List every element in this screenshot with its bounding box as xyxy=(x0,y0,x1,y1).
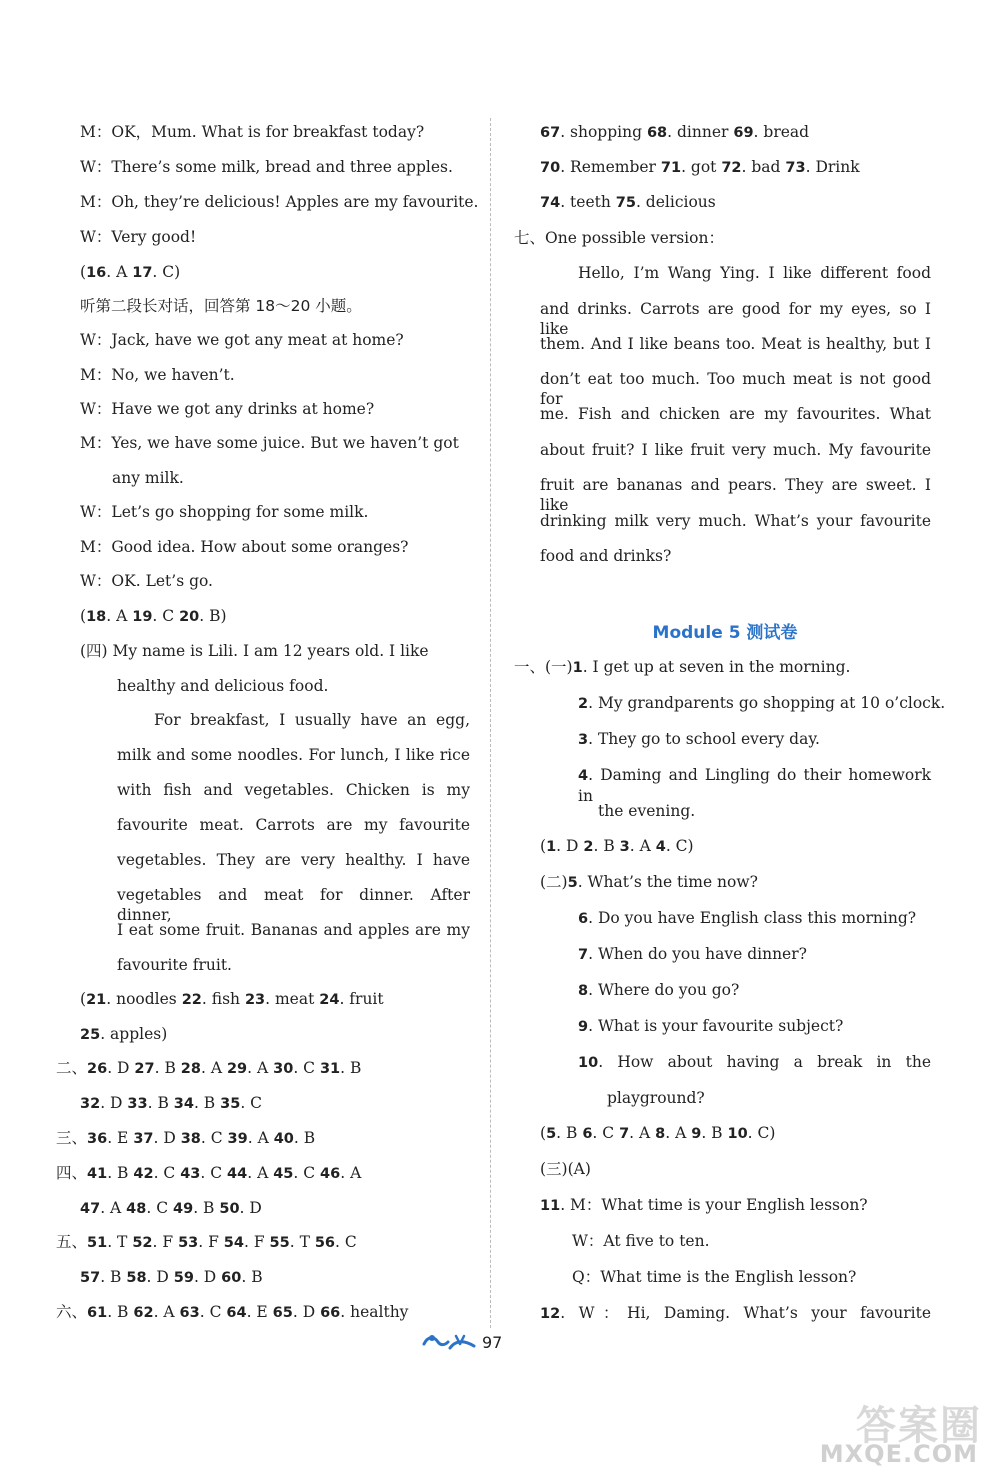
question-number: 23 xyxy=(244,992,266,1008)
question-number: 2 xyxy=(583,839,594,855)
question-number: 44 xyxy=(227,1166,248,1182)
answer-line: (5. B 6. C 7. A 8. A 9. B 10. C) xyxy=(540,1124,776,1142)
text-line: vegetables. They are very healthy. I have xyxy=(117,851,470,869)
question-number: 43 xyxy=(180,1166,201,1182)
question-number: 22 xyxy=(181,992,202,1008)
text-line: fruit are bananas and pears. They are sweet. I like xyxy=(540,476,931,514)
text-line: 10. How about having a break in the xyxy=(578,1053,931,1071)
text-line: 8. Where do you go? xyxy=(578,981,740,999)
text-line: W：Jack, have we got any meat at home? xyxy=(80,331,404,349)
text-line: 3. They go to school every day. xyxy=(578,730,820,748)
question-number: 8 xyxy=(655,1126,666,1142)
question-number: 34 xyxy=(173,1096,194,1112)
question-number: 58 xyxy=(126,1270,147,1286)
question-number: 21 xyxy=(86,992,107,1008)
question-number: 32 xyxy=(80,1096,101,1112)
answer-line: 57. B 58. D 59. D 60. B xyxy=(80,1268,263,1286)
question-number: 7 xyxy=(578,947,589,963)
answer-line: (1. D 2. B 3. A 4. C) xyxy=(540,837,694,855)
question-number: 35 xyxy=(220,1096,241,1112)
question-number: 46 xyxy=(320,1166,341,1182)
question-number: 73 xyxy=(785,160,806,176)
text-line: For breakfast, I usually have an egg, xyxy=(154,711,470,729)
text-line: drinking milk very much. What’s your favourite xyxy=(540,512,931,530)
question-number: 47 xyxy=(80,1201,101,1217)
text-line: W：There’s some milk, bread and three apples. xyxy=(80,158,453,176)
text-line: (三)(A) xyxy=(540,1160,591,1178)
answer-line: 四、41. B 42. C 43. C 44. A 45. C 46. A xyxy=(56,1164,362,1182)
text-line: M：Yes, we have some juice. But we haven’t got xyxy=(80,434,459,452)
question-number: 37 xyxy=(133,1131,154,1147)
answer-line: 二、26. D 27. B 28. A 29. A 30. C 31. B xyxy=(56,1059,362,1077)
page-logo-icon xyxy=(420,1330,478,1354)
answer-line: 67. shopping 68. dinner 69. bread xyxy=(540,123,810,141)
question-number: 24 xyxy=(319,992,340,1008)
question-number: 9 xyxy=(578,1019,589,1035)
question-number: 45 xyxy=(273,1166,294,1182)
question-number: 30 xyxy=(273,1061,294,1077)
question-number: 51 xyxy=(87,1235,108,1251)
question-number: 2 xyxy=(578,696,589,712)
text-line: (二)5. What’s the time now? xyxy=(540,873,758,891)
text-line: W：Let’s go shopping for some milk. xyxy=(80,503,369,521)
watermark-sub: MXQE.COM xyxy=(819,1440,978,1468)
question-number: 54 xyxy=(223,1235,244,1251)
question-number: 67 xyxy=(540,125,561,141)
question-number: 31 xyxy=(319,1061,341,1077)
text-line: and drinks. Carrots are good for my eyes, so I like xyxy=(540,300,931,338)
answer-line: (16. A 17. C) xyxy=(80,263,181,281)
text-line: 七、One possible version： xyxy=(514,229,724,247)
question-number: 17 xyxy=(132,265,153,281)
text-line: the evening. xyxy=(598,802,696,820)
question-number: 69 xyxy=(733,125,754,141)
question-number: 57 xyxy=(80,1270,101,1286)
text-line: favourite fruit. xyxy=(117,956,232,974)
text-line: them. And I like beans too. Meat is healthy, but I xyxy=(540,335,931,353)
answer-line: 六、61. B 62. A 63. C 64. E 65. D 66. healthy xyxy=(56,1303,409,1321)
question-number: 18 xyxy=(86,609,107,625)
question-number: 19 xyxy=(132,609,153,625)
question-number: 11 xyxy=(540,1198,561,1214)
text-line: 6. Do you have English class this morning? xyxy=(578,909,917,927)
text-line: vegetables and meat for dinner. After dinner, xyxy=(117,886,470,924)
text-line: food and drinks? xyxy=(540,547,672,565)
question-number: 75 xyxy=(615,195,636,211)
question-number: 7 xyxy=(619,1126,630,1142)
question-number: 52 xyxy=(132,1235,153,1251)
text-line: don’t eat too much. Too much meat is not good for xyxy=(540,370,931,408)
text-line: Hello, I’m Wang Ying. I like different food xyxy=(578,264,931,282)
text-line: 12. W：Hi, Daming. What’s your favourite xyxy=(540,1304,931,1322)
text-line: me. Fish and chicken are my favourites. What xyxy=(540,405,931,423)
text-line: 一、(一)1. I get up at seven in the morning. xyxy=(514,658,851,676)
section-title: Module 5 测试卷 xyxy=(652,623,798,643)
text-line: any milk. xyxy=(112,469,184,487)
question-number: 16 xyxy=(86,265,107,281)
question-number: 40 xyxy=(273,1131,294,1147)
question-number: 26 xyxy=(87,1061,108,1077)
question-number: 56 xyxy=(314,1235,336,1251)
page-number: 97 xyxy=(482,1333,503,1352)
question-number: 1 xyxy=(572,660,583,676)
text-line: with fish and vegetables. Chicken is my xyxy=(117,781,470,799)
answer-line: 三、36. E 37. D 38. C 39. A 40. B xyxy=(56,1129,316,1147)
question-number: 3 xyxy=(619,839,630,855)
text-line: favourite meat. Carrots are my favourite xyxy=(117,816,470,834)
question-number: 6 xyxy=(578,911,589,927)
question-number: 39 xyxy=(227,1131,248,1147)
text-line: (四) My name is Lili. I am 12 years old. I like xyxy=(80,642,429,660)
question-number: 68 xyxy=(646,125,668,141)
question-number: 4 xyxy=(655,839,666,855)
answer-line: 25. apples) xyxy=(80,1025,168,1043)
answer-line: (18. A 19. C 20. B) xyxy=(80,607,227,625)
question-number: 55 xyxy=(269,1235,290,1251)
question-number: 33 xyxy=(127,1096,148,1112)
question-number: 62 xyxy=(133,1305,154,1321)
question-number: 72 xyxy=(721,160,742,176)
instruction-line: 听第二段长对话，回答第 18～20 小题。 xyxy=(80,297,362,315)
text-line: milk and some noodles. For lunch, I like rice xyxy=(117,746,470,764)
text-line: playground? xyxy=(607,1089,705,1107)
answer-line: 五、51. T 52. F 53. F 54. F 55. T 56. C xyxy=(56,1233,357,1251)
text-line: 4. Daming and Lingling do their homework in xyxy=(578,766,931,805)
answer-line: 32. D 33. B 34. B 35. C xyxy=(80,1094,263,1112)
text-line: W：At five to ten. xyxy=(572,1232,710,1250)
text-line: healthy and delicious food. xyxy=(117,677,329,695)
text-line: W：Very good! xyxy=(80,228,197,246)
question-number: 5 xyxy=(567,875,578,891)
text-line: Q：What time is the English lesson? xyxy=(572,1268,857,1286)
question-number: 60 xyxy=(221,1270,242,1286)
question-number: 8 xyxy=(578,983,589,999)
question-number: 20 xyxy=(179,609,200,625)
question-number: 66 xyxy=(320,1305,341,1321)
question-number: 25 xyxy=(80,1027,101,1043)
answer-line: 70. Remember 71. got 72. bad 73. Drink xyxy=(540,158,860,176)
question-number: 50 xyxy=(219,1201,240,1217)
question-number: 1 xyxy=(546,839,557,855)
question-number: 10 xyxy=(727,1126,748,1142)
answer-line: 74. teeth 75. delicious xyxy=(540,193,716,211)
question-number: 61 xyxy=(87,1305,108,1321)
question-number: 3 xyxy=(578,732,589,748)
text-line: M：Oh, they’re delicious! Apples are my favourite. xyxy=(80,193,479,211)
text-line: W：Have we got any drinks at home? xyxy=(80,400,375,418)
question-number: 4 xyxy=(578,768,589,784)
question-number: 12 xyxy=(540,1306,561,1322)
text-line: about fruit? I like fruit very much. My favourite xyxy=(540,441,931,459)
text-line: 2. My grandparents go shopping at 10 o’clock. xyxy=(578,694,946,712)
question-number: 71 xyxy=(660,160,682,176)
question-number: 63 xyxy=(179,1305,200,1321)
question-number: 6 xyxy=(582,1126,593,1142)
question-number: 29 xyxy=(226,1061,248,1077)
question-number: 74 xyxy=(540,195,561,211)
answer-line: 47. A 48. C 49. B 50. D xyxy=(80,1199,262,1217)
text-line: M：OK，Mum. What is for breakfast today? xyxy=(80,123,425,141)
question-number: 49 xyxy=(173,1201,194,1217)
text-line: M：No, we haven’t. xyxy=(80,366,235,384)
question-number: 65 xyxy=(272,1305,293,1321)
text-line: 9. What is your favourite subject? xyxy=(578,1017,844,1035)
question-number: 27 xyxy=(134,1061,155,1077)
text-line: M：Good idea. How about some oranges? xyxy=(80,538,409,556)
question-number: 36 xyxy=(87,1131,108,1147)
question-number: 10 xyxy=(578,1055,599,1071)
column-divider xyxy=(490,118,491,1328)
question-number: 70 xyxy=(540,160,561,176)
question-number: 28 xyxy=(180,1061,201,1077)
text-line: W：OK. Let’s go. xyxy=(80,572,213,590)
question-number: 38 xyxy=(180,1131,201,1147)
question-number: 53 xyxy=(178,1235,199,1251)
question-number: 42 xyxy=(133,1166,154,1182)
question-number: 59 xyxy=(173,1270,194,1286)
question-number: 64 xyxy=(226,1305,247,1321)
text-line: I eat some fruit. Bananas and apples are my xyxy=(117,921,470,939)
text-line: 7. When do you have dinner? xyxy=(578,945,807,963)
question-number: 5 xyxy=(546,1126,557,1142)
watermark-main: 答案圈 xyxy=(856,1403,982,1449)
question-number: 41 xyxy=(87,1166,108,1182)
question-number: 48 xyxy=(126,1201,147,1217)
answer-line: (21. noodles 22. fish 23. meat 24. fruit xyxy=(80,990,384,1008)
watermark xyxy=(792,1394,982,1474)
question-number: 9 xyxy=(691,1126,702,1142)
text-line: 11. M：What time is your English lesson? xyxy=(540,1196,868,1214)
